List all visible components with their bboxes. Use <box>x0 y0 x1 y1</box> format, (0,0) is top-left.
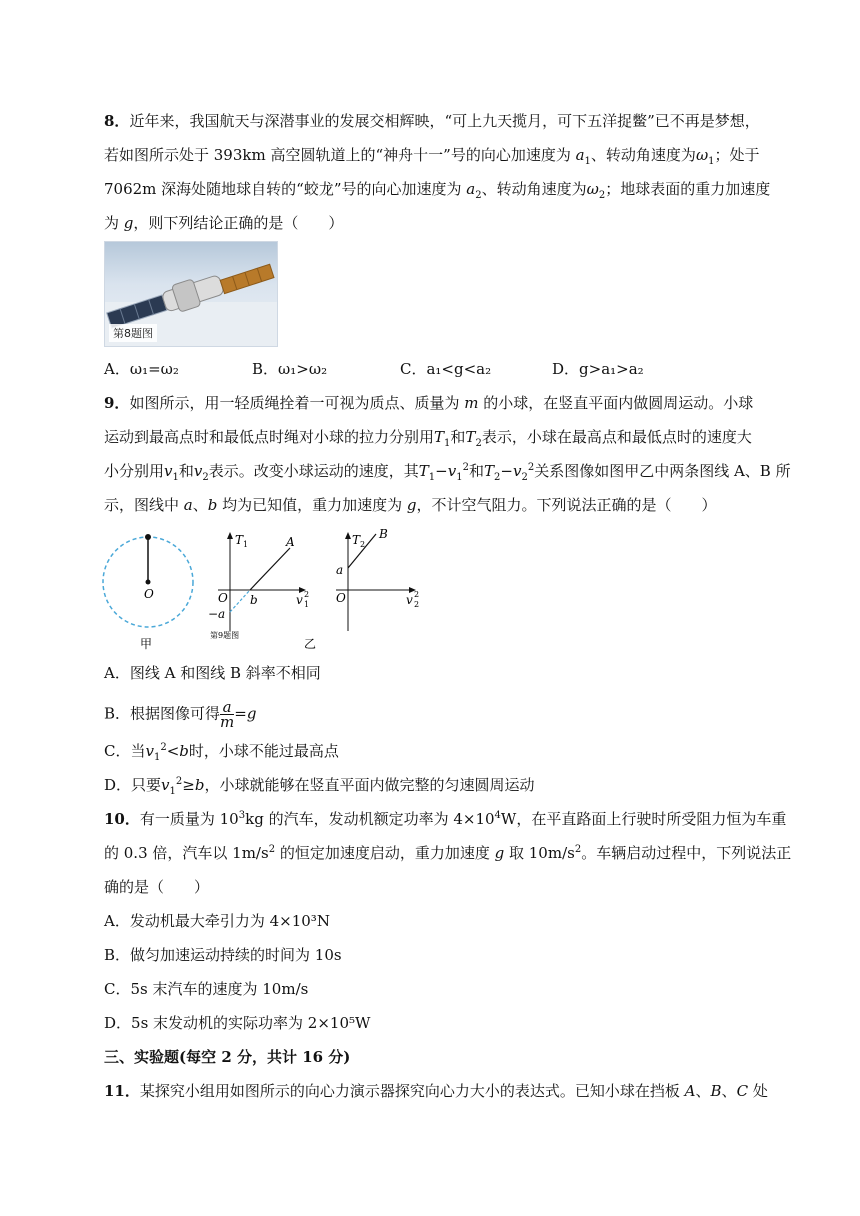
line-a-extension <box>230 590 250 612</box>
center-point <box>146 580 151 585</box>
q9-number: 9． <box>104 394 130 412</box>
svg-text:2: 2 <box>304 590 310 599</box>
q9-figure-caption: 第9题图 <box>210 631 240 640</box>
line-a-label: A <box>286 535 295 549</box>
q11-number: 11． <box>104 1082 140 1100</box>
q8-line-4: 为 g，则下列结论正确的是（ ） <box>104 214 344 232</box>
svg-text:1: 1 <box>243 540 249 549</box>
ball-top <box>145 534 151 540</box>
center-label: O <box>144 587 154 601</box>
q10-line-1: 10．有一质量为 $10^3kg$ 的汽车，发动机额定功率为 $4\times 10^4W$，在平直路面上行驶时所受阻力恒为车重 <box>104 810 787 828</box>
svg-text:a: a <box>336 563 344 577</box>
q8-option-d[interactable]: D．g>a₁>a₂ <box>552 360 644 378</box>
q9-option-b[interactable]: B．根据图像可得 $\frac{a}{m}$ =g <box>104 698 257 731</box>
q9-line-4: 示，图线中 a、b 均为已知值，重力加速度为 g，不计空气阻力。下列说法正确的是（ ） <box>104 496 717 514</box>
q10-line-3: 确的是（ ） <box>104 878 210 896</box>
section-3-heading: 三、实验题(每空 2 分，共计 16 分) <box>104 1048 351 1066</box>
q9-figure <box>100 526 440 656</box>
q10-line-2: 的 0.3 倍，汽车以 $1m/s^2$ 的恒定加速度启动，重力加速度 g 取 $10m/s^2$。车辆启动过程中，下列说法正 <box>104 844 792 862</box>
figure-yi-label: 乙 <box>304 637 317 651</box>
svg-text:O: O <box>336 591 346 605</box>
q9-line-3: 小分别用$v_1$和$v_2$表示。改变小球运动的速度，其$T_1-v_1^2$和$T_2-v_2^2$关系图像如图甲乙中两条图线 A、B 所 <box>104 462 791 483</box>
line-a <box>250 548 290 590</box>
q10-option-a[interactable]: A．发动机最大牵引力为 4×10³N <box>104 912 330 930</box>
svg-text:T: T <box>352 533 361 547</box>
svg-text:1: 1 <box>304 600 310 609</box>
svg-text:T: T <box>235 533 244 547</box>
svg-text:v: v <box>406 593 413 607</box>
svg-text:v: v <box>296 593 303 607</box>
svg-text:2: 2 <box>414 590 420 599</box>
q8-line-3: 7062m 深海处随地球自转的“蛟龙”号的向心加速度为 $a_2$、转动角速度为$\omega_2$；地球表面的重力加速度 <box>104 180 771 201</box>
q8-spacecraft-image <box>104 241 278 347</box>
svg-text:2: 2 <box>360 540 366 549</box>
q8-option-c[interactable]: C．a₁<g<a₂ <box>400 360 492 378</box>
q10-option-c[interactable]: C．5s 末汽车的速度为 10m/s <box>104 980 309 998</box>
q8-number: 8． <box>104 112 130 130</box>
figure-jia-label: 甲 <box>140 637 153 651</box>
q8-option-b[interactable]: B．ω₁>ω₂ <box>252 360 328 378</box>
q10-option-d[interactable]: D．5s 末发动机的实际功率为 2×10⁵W <box>104 1014 371 1032</box>
q10-option-b[interactable]: B．做匀加速运动持续的时间为 10s <box>104 946 342 964</box>
q11-line-1: 11．某探究小组用如图所示的向心力演示器探究向心力大小的表达式。已知小球在挡板 A、B、C 处 <box>104 1082 768 1100</box>
q9-line-1: 9．如图所示，用一轻质绳拴着一可视为质点、质量为 m 的小球，在竖直平面内做圆周运动。小球 <box>104 394 754 412</box>
q10-number: 10． <box>104 810 140 828</box>
svg-text:O: O <box>218 591 228 605</box>
q8-option-a[interactable]: A．ω₁=ω₂ <box>104 360 179 378</box>
q9-line-2: 运动到最高点时和最低点时绳对小球的拉力分别用$T_1$和$T_2$表示，小球在最高点和最低点时的速度大 <box>104 428 752 449</box>
q9-option-a[interactable]: A．图线 A 和图线 B 斜率不相同 <box>104 664 321 682</box>
svg-text:b: b <box>250 593 258 607</box>
q9-option-d[interactable]: D．只要$v_1^2\ge b$，小球就能够在竖直平面内做完整的匀速圆周运动 <box>104 776 535 797</box>
svg-text:−a: −a <box>208 607 226 621</box>
svg-text:2: 2 <box>414 600 420 609</box>
line-b-label: B <box>379 527 388 541</box>
q8-figure-caption: 第8题图 <box>109 324 157 342</box>
q8-line-2: 若如图所示处于 393km 高空圆轨道上的“神舟十一”号的向心加速度为 $a_1$、转动角速度为$\omega_1$；处于 <box>104 146 760 167</box>
q9-option-c[interactable]: C．当$v_1^2<b$时，小球不能过最高点 <box>104 742 339 763</box>
q8-line-1: 8．近年来，我国航天与深潜事业的发展交相辉映，“可上九天揽月，可下五洋捉鳖”已不再是梦想， <box>104 112 760 130</box>
